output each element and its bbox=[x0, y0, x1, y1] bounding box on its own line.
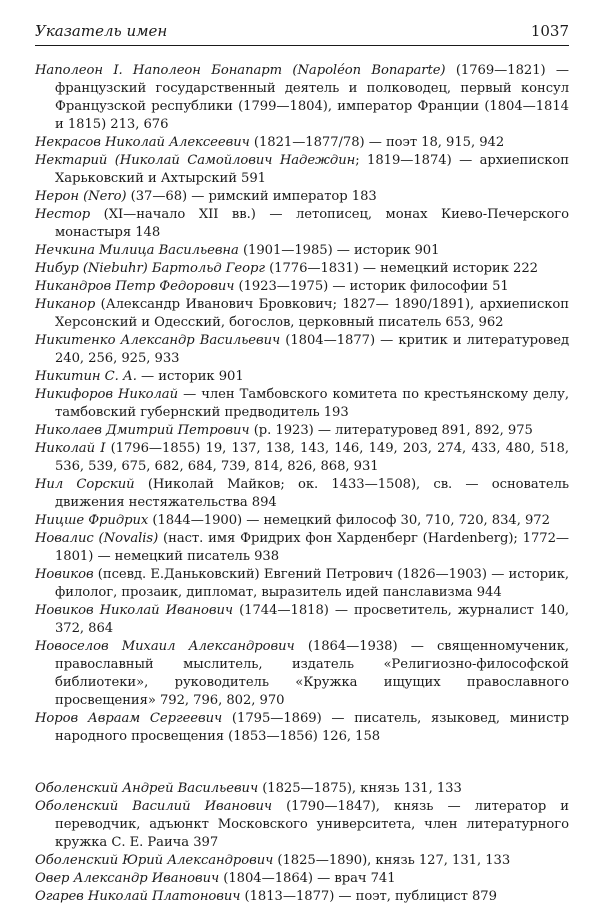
entry-name: Нектарий (Николай Самойлович Надеждин bbox=[35, 153, 356, 168]
entry-description: — член Тамбовского комитета по крестьянскому делу, тамбовский губернский предводитель 193 bbox=[55, 387, 569, 420]
entry-name: Овер Александр Иванович bbox=[35, 871, 220, 886]
entry-name: Нестор bbox=[35, 207, 91, 222]
entry-description: (1795—1869) — писатель, языковед, министр народного просвещения (1853—1856) 126, 158 bbox=[55, 711, 569, 744]
entry-description: (наст. имя Фридрих фон Харденберг (Hardenberg); 1772—1801) — немецкий писатель 938 bbox=[55, 531, 569, 564]
entry-name: Норов Авраам Сергеевич bbox=[35, 711, 223, 726]
entry-name: Новиков bbox=[35, 567, 94, 582]
entry-description: (37—68) — римский император 183 bbox=[126, 189, 377, 204]
entry-description: (XI—начало XII вв.) — летописец, монах Киево-Печерского монастыря 148 bbox=[55, 207, 569, 240]
entry-description: (1923—1975) — историк философии 51 bbox=[234, 279, 509, 294]
entry-name: Нерон (Nero) bbox=[35, 189, 127, 204]
entry-name: Наполеон I. Наполеон Бонапарт (Napoléon Bonaparte) bbox=[35, 63, 446, 78]
entry-description: (1804—1877) — критик и литературовед 240, 256, 925, 933 bbox=[55, 333, 569, 366]
entry-name: Никанор bbox=[35, 297, 96, 312]
index-entry bbox=[35, 296, 569, 332]
index-entry bbox=[35, 206, 569, 242]
entry-description: (1864—1938) — священномученик, православный мыслитель, издатель «Религиозно-философской библиотеки», руководитель «Кружка ищущих православного просвещения» 792, 796, 802, 970 bbox=[55, 639, 569, 708]
index-entry bbox=[35, 422, 569, 440]
entry-name: Никитин С. А. bbox=[35, 369, 137, 384]
entry-name: Нил Сорский bbox=[35, 477, 135, 492]
entry-description: (Александр Иванович Бровкович; 1827— 1890/1891), архиепископ Херсонский и Одесский, богослов, церковный писатель 653, 962 bbox=[55, 297, 569, 330]
index-entry bbox=[35, 780, 569, 798]
entry-description: (1825—1890), князь 127, 131, 133 bbox=[273, 853, 511, 868]
index-entry bbox=[35, 188, 569, 206]
index-entry bbox=[35, 530, 569, 566]
entry-description: (1901—1985) — историк 901 bbox=[238, 243, 440, 258]
entry-description: — историк 901 bbox=[136, 369, 244, 384]
index-entry bbox=[35, 638, 569, 710]
entry-description: (1844—1900) — немецкий философ 30, 710, 720, 834, 972 bbox=[148, 513, 550, 528]
entry-description: (1796—1855) 19, 137, 138, 143, 146, 149, 203, 274, 433, 480, 518, 536, 539, 675, 682, 684, 739, 814, 826, 868, 931 bbox=[55, 441, 569, 474]
index-entry bbox=[35, 278, 569, 296]
entry-description: (1790—1847), князь — литератор и переводчик, адъюнкт Московского университета, член литературного кружка С. Е. Раича 397 bbox=[55, 799, 569, 850]
index-entry bbox=[35, 888, 569, 906]
entry-description: (1769—1821) — французский государственный деятель и полководец, первый консул Французской республики (1799—1804), император Франции (1804—1814 и 1815) 213, 676 bbox=[55, 63, 570, 132]
index-entry bbox=[35, 852, 569, 870]
index-entry bbox=[35, 368, 569, 386]
entry-name: Ницше Фридрих bbox=[35, 513, 149, 528]
entry-description: (1813—1877) — поэт, публицист 879 bbox=[240, 889, 497, 904]
entry-name: Никитенко Александр Васильевич bbox=[35, 333, 281, 348]
entry-name: Николаев Дмитрий Петрович bbox=[35, 423, 250, 438]
entry-description: (1821—1877/78) — поэт 18, 915, 942 bbox=[249, 135, 505, 150]
entry-name: Оболенский Юрий Александрович bbox=[35, 853, 274, 868]
entry-name: Николай I bbox=[35, 441, 106, 456]
index-entry bbox=[35, 386, 569, 422]
entry-name: Новиков Николай Иванович bbox=[35, 603, 234, 618]
entry-name: Никандров Петр Федорович bbox=[35, 279, 235, 294]
entry-name: Новоселов Михаил Александрович bbox=[35, 639, 295, 654]
entry-description: (1804—1864) — врач 741 bbox=[219, 871, 396, 886]
index-entry bbox=[35, 798, 569, 852]
index-entry bbox=[35, 440, 569, 476]
running-header bbox=[35, 22, 569, 46]
index-entry bbox=[35, 62, 569, 134]
index-entry bbox=[35, 870, 569, 888]
index-entry bbox=[35, 602, 569, 638]
entry-name: Оболенский Андрей Васильевич bbox=[35, 781, 259, 796]
index-entry bbox=[35, 260, 569, 278]
entry-description: ; 1819—1874) — архиепископ Харьковский и Ахтырский 591 bbox=[55, 153, 569, 186]
entry-description: (р. 1923) — литературовед 891, 892, 975 bbox=[249, 423, 533, 438]
entry-name: Оболенский Василий Иванович bbox=[35, 799, 272, 814]
entry-description: (псевд. Е.Даньковский) Евгений Петрович (1826—1903) — историк, филолог, прозаик, дипломат, выразитель идей панславизма 944 bbox=[55, 567, 569, 600]
entry-description: (Николай Майков; ок. 1433—1508), св. — основатель движения нестяжательства 894 bbox=[55, 477, 569, 510]
index-entry bbox=[35, 242, 569, 260]
index-entry bbox=[35, 566, 569, 602]
entries-group-o bbox=[35, 780, 569, 906]
index-entries bbox=[35, 62, 569, 906]
entry-description: (1744—1818) — просветитель, журналист 140, 372, 864 bbox=[55, 603, 570, 636]
index-entry bbox=[35, 476, 569, 512]
index-entry bbox=[35, 710, 569, 746]
entry-name: Некрасов Николай Алексеевич bbox=[35, 135, 250, 150]
entry-name: Нечкина Милица Васильевна bbox=[35, 243, 239, 258]
entry-name: Никифоров Николай bbox=[35, 387, 179, 402]
section-title: Указатель имен bbox=[35, 22, 168, 40]
entries-group-n bbox=[35, 62, 569, 746]
index-page bbox=[35, 22, 569, 906]
entry-description: (1825—1875), князь 131, 133 bbox=[258, 781, 462, 796]
index-entry bbox=[35, 134, 569, 152]
entry-description: (1776—1831) — немецкий историк 222 bbox=[264, 261, 538, 276]
index-entry bbox=[35, 332, 569, 368]
page-number: 1037 bbox=[530, 22, 569, 40]
letter-gap bbox=[35, 746, 569, 780]
index-entry bbox=[35, 152, 569, 188]
entry-name: Новалис (Novalis) bbox=[35, 531, 159, 546]
entry-name: Огарев Николай Платонович bbox=[35, 889, 241, 904]
entry-name: Нибур (Niebuhr) Бартольд Георг bbox=[35, 261, 265, 276]
index-entry bbox=[35, 512, 569, 530]
